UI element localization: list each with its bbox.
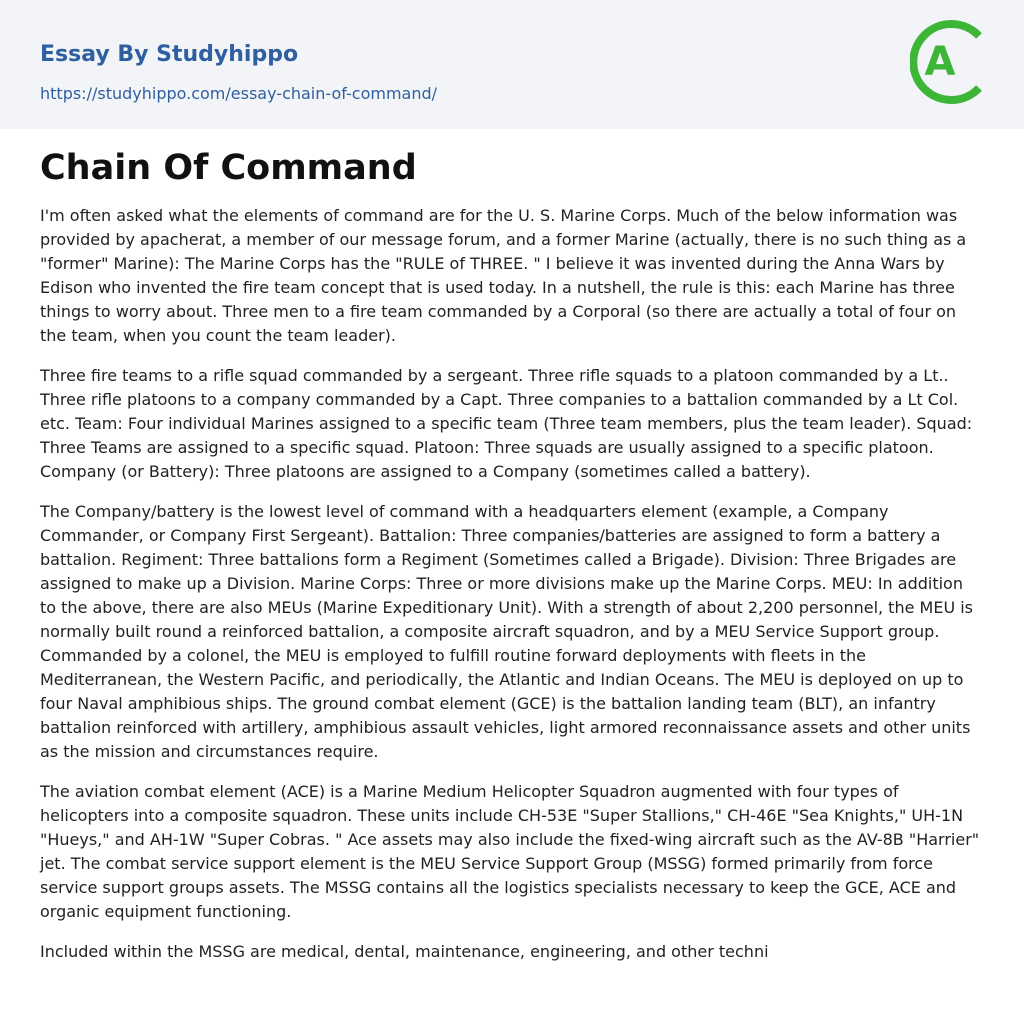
logo-letter: A — [924, 39, 956, 85]
article-paragraph: The aviation combat element (ACE) is a Marine Medium Helicopter Squadron augmented with four types of helicopters into a composite squadron. These units include CH-53E "Super Stallions," CH-46E "Sea Knights," UH-1N "Hueys," and AH-1W "Super Cobras. " Ace assets may also include the fixed-wing aircraft such as the AV-8B "Harrier" jet. The combat service support element is the MEU Service Support Group (MSSG) formed primarily from force service support groups assets. The MSSG contains all the logistics specialists necessary to keep the GCE, ACE and organic equipment functioning. — [40, 782, 980, 921]
article-paragraph: Three fire teams to a rifle squad commanded by a sergeant. Three rifle squads to a platoon commanded by a Lt.. Three rifle platoons to a company commanded by a Capt. Three companies to a battalion commanded by a Lt Col. etc. Team: Four individual Marines assigned to a specific team (Three team members, plus the team leader). Squad: Three Teams are assigned to a specific squad. Platoon: Three squads are usually assigned to a specific platoon. Company (or Battery): Three platoons are assigned to a Company (sometimes called a battery). — [40, 366, 973, 481]
article — [40, 140, 984, 980]
brand-title[interactable]: Essay By Studyhippo — [40, 42, 299, 67]
article-paragraph: I'm often asked what the elements of command are for the U. S. Marine Corps. Much of the below information was provided by apacherat, a member of our message forum, and a former Marine (actually, there is no such thing as a "former" Marine): The Marine Corps has the "RULE of THREE. " I believe it was invented during the Anna Wars by Edison who invented the fire team concept that is used today. In a nutshell, the rule is this: each Marine has three things to worry about. Three men to a fire team commanded by a Corporal (so there are actually a total of four on the team, when you count the team leader). — [40, 206, 967, 345]
site-header — [0, 0, 1024, 129]
grade-a-logo-icon[interactable] — [910, 18, 988, 106]
source-url-link[interactable]: https://studyhippo.com/essay-chain-of-command/ — [40, 84, 438, 103]
page-title: Chain Of Command — [40, 148, 417, 188]
article-paragraph: Included within the MSSG are medical, dental, maintenance, engineering, and other techni — [40, 942, 769, 961]
article-paragraph: The Company/battery is the lowest level of command with a headquarters element (example, a Company Commander, or Company First Sergeant). Battalion: Three companies/batteries are assigned to form a battery a battalion. Regiment: Three battalions form a Regiment (Sometimes called a Brigade). Division: Three Brigades are assigned to make up a Division. Marine Corps: Three or more divisions make up the Marine Corps. MEU: In addition to the above, there are also MEUs (Marine Expeditionary Unit). With a strength of about 2,200 personnel, the MEU is normally built round a reinforced battalion, a composite aircraft squadron, and by a MEU Service Support group. Commanded by a colonel, the MEU is employed to fulfill routine forward deployments with fleets in the Mediterranean, the Western Pacific, and periodically, the Atlantic and Indian Oceans. The MEU is deployed on up to four Naval amphibious ships. The ground combat element (GCE) is the battalion landing team (BLT), an infantry battalion reinforced with artillery, amphibious assault vehicles, light armored reconnaissance assets and other units as the mission and circumstances require. — [40, 502, 974, 761]
